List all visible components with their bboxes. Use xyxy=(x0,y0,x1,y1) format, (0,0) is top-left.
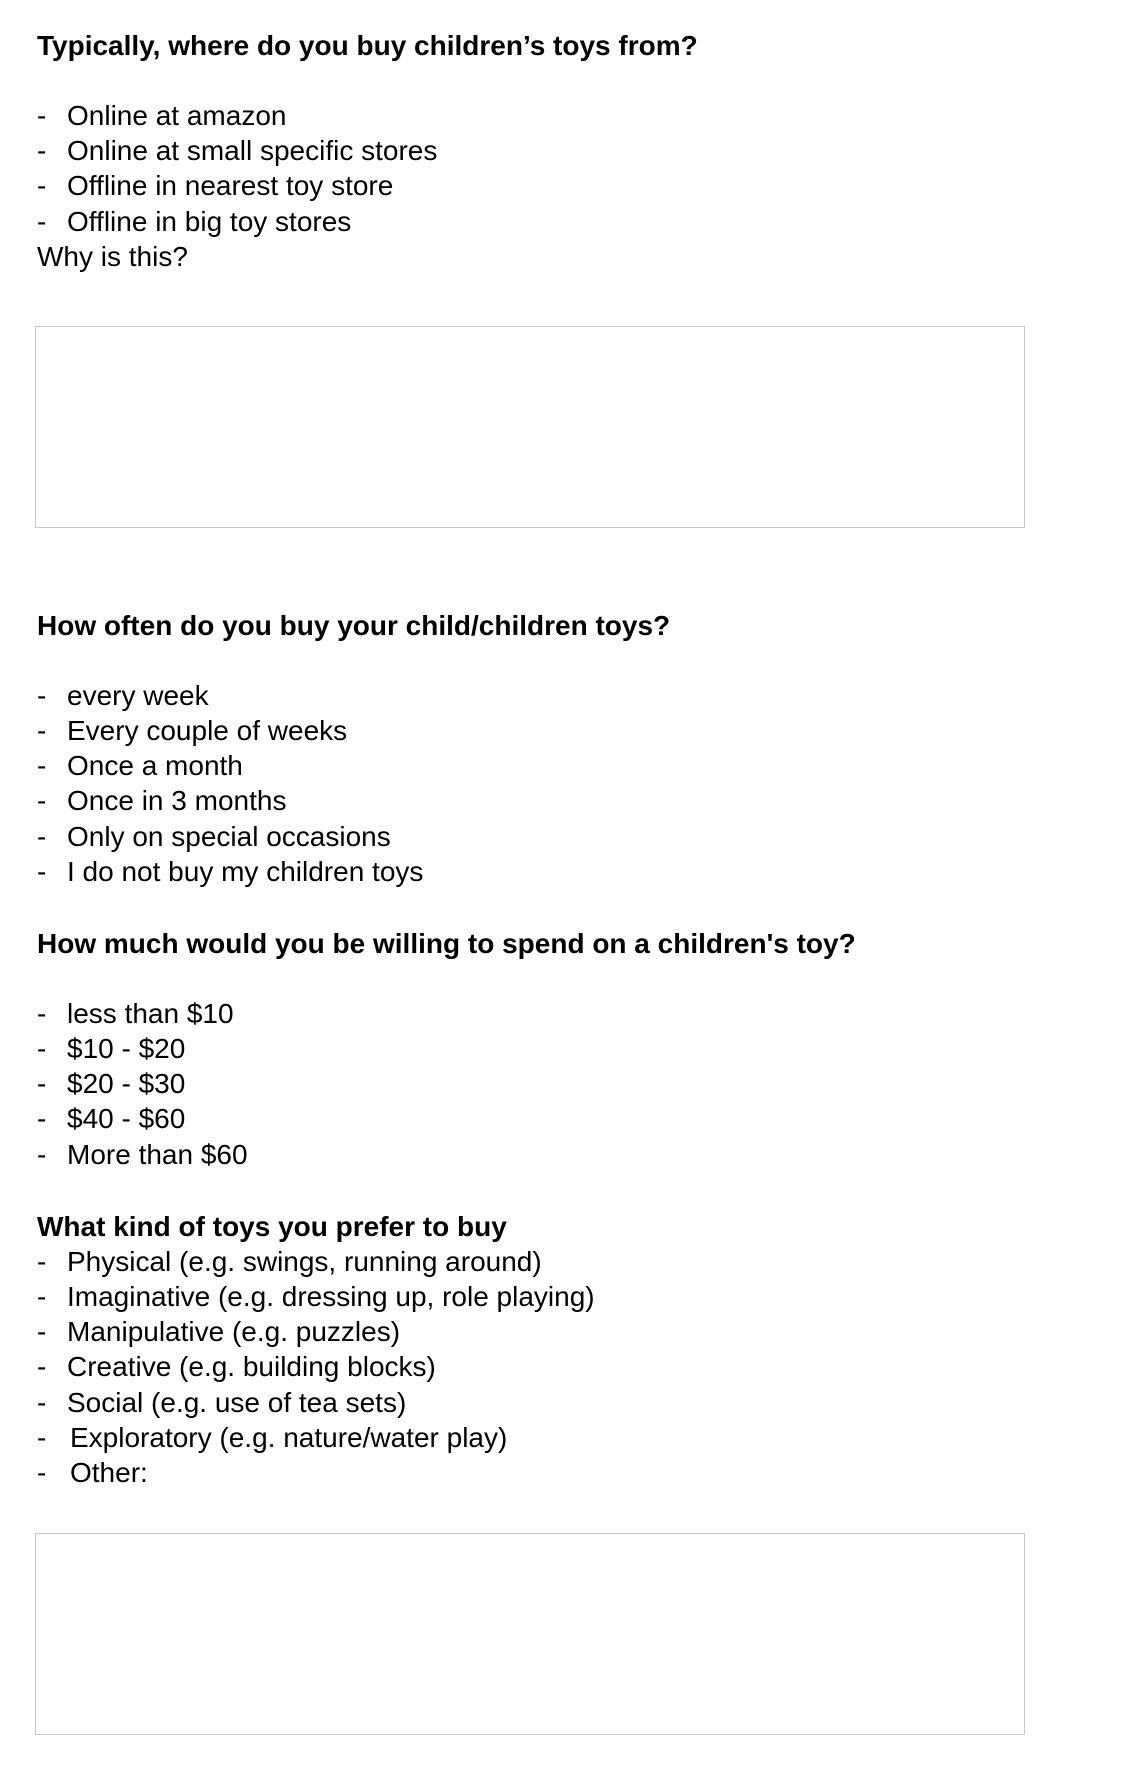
option-item[interactable] xyxy=(37,1066,1097,1101)
survey-page xyxy=(37,28,1097,1735)
option-item[interactable] xyxy=(37,1244,1097,1279)
option-label: Online at amazon xyxy=(67,100,287,131)
dash-bullet: - xyxy=(37,1033,47,1065)
dash-bullet: - xyxy=(37,1281,47,1312)
dash-bullet: - xyxy=(37,1351,47,1383)
dash-bullet: - xyxy=(37,1245,47,1277)
option-label: Once a month xyxy=(67,750,243,782)
dash-bullet: - xyxy=(37,855,47,887)
option-item[interactable] xyxy=(37,1279,1097,1314)
question-title: What kind of toys you prefer to buy xyxy=(37,1210,507,1242)
option-label: Only on special occasions xyxy=(67,820,391,852)
dash-bullet: - xyxy=(37,100,47,131)
option-label: Creative (e.g. building blocks) xyxy=(67,1351,436,1383)
question-title: How much would you be willing to spend on a children's toy? xyxy=(37,927,856,959)
option-item[interactable] xyxy=(37,1349,1097,1384)
dash-bullet: - xyxy=(37,997,47,1029)
option-label: Offline in big toy stores xyxy=(67,205,352,237)
option-item[interactable] xyxy=(37,748,1097,783)
question-where-buy xyxy=(37,28,1097,528)
option-item[interactable] xyxy=(37,854,1097,889)
option-label: Imaginative (e.g. dressing up, role playing) xyxy=(67,1281,595,1312)
dash-bullet: - xyxy=(37,714,47,746)
option-label: Social (e.g. use of tea sets) xyxy=(67,1386,407,1418)
option-label: Exploratory (e.g. nature/water play) xyxy=(70,1421,508,1453)
dash-bullet: - xyxy=(37,1456,47,1488)
dash-bullet: - xyxy=(37,1103,47,1135)
option-item[interactable] xyxy=(37,1031,1097,1066)
question-how-often xyxy=(37,608,1097,889)
option-label: $40 - $60 xyxy=(67,1103,186,1135)
dash-bullet: - xyxy=(37,679,47,711)
option-item[interactable] xyxy=(37,98,1097,133)
option-label: Physical (e.g. swings, running around) xyxy=(67,1245,542,1277)
question-toy-kind xyxy=(37,1209,1097,1735)
dash-bullet: - xyxy=(37,1421,47,1453)
dash-bullet: - xyxy=(37,170,47,202)
dash-bullet: - xyxy=(37,750,47,782)
option-item[interactable] xyxy=(37,1314,1097,1349)
follow-up-prompt: Why is this? xyxy=(37,240,188,272)
option-item[interactable] xyxy=(37,819,1097,854)
options-list xyxy=(37,996,1097,1172)
dash-bullet: - xyxy=(37,1386,47,1418)
option-item[interactable] xyxy=(37,713,1097,748)
option-label: Offline in nearest toy store xyxy=(67,170,394,202)
option-label: Manipulative (e.g. puzzles) xyxy=(67,1316,401,1348)
option-item[interactable] xyxy=(37,1385,1097,1420)
question-title: Typically, where do you buy children’s toys from? xyxy=(37,30,698,61)
dash-bullet: - xyxy=(37,1316,47,1348)
option-label: Every couple of weeks xyxy=(67,714,348,746)
option-item[interactable] xyxy=(37,204,1097,239)
option-item[interactable] xyxy=(37,996,1097,1031)
option-label: I do not buy my children toys xyxy=(67,855,424,887)
question-title: How often do you buy your child/children toys? xyxy=(37,609,671,641)
dash-bullet: - xyxy=(37,205,47,237)
question-spend xyxy=(37,926,1097,1172)
option-item[interactable] xyxy=(37,1420,1097,1455)
options-list xyxy=(37,678,1097,889)
dash-bullet: - xyxy=(37,820,47,852)
dash-bullet: - xyxy=(37,785,47,817)
option-item[interactable] xyxy=(37,1455,1097,1490)
option-item[interactable] xyxy=(37,1137,1097,1172)
option-label: Once in 3 months xyxy=(67,785,287,817)
option-item[interactable] xyxy=(37,783,1097,818)
option-label: Other: xyxy=(70,1456,148,1488)
option-label: every week xyxy=(67,679,209,711)
option-label: less than $10 xyxy=(67,997,234,1029)
option-label: More than $60 xyxy=(67,1138,248,1170)
other-answer-box[interactable] xyxy=(35,1533,1025,1735)
option-label: $20 - $30 xyxy=(67,1068,186,1100)
options-list xyxy=(37,1244,1097,1490)
option-item[interactable] xyxy=(37,168,1097,203)
option-label: $10 - $20 xyxy=(67,1033,186,1065)
option-item[interactable] xyxy=(37,1101,1097,1136)
dash-bullet: - xyxy=(37,135,47,167)
dash-bullet: - xyxy=(37,1138,47,1170)
options-list xyxy=(37,98,1097,239)
option-item[interactable] xyxy=(37,678,1097,713)
why-answer-box[interactable] xyxy=(35,326,1025,528)
option-label: Online at small specific stores xyxy=(67,135,438,167)
option-item[interactable] xyxy=(37,133,1097,168)
dash-bullet: - xyxy=(37,1068,47,1100)
